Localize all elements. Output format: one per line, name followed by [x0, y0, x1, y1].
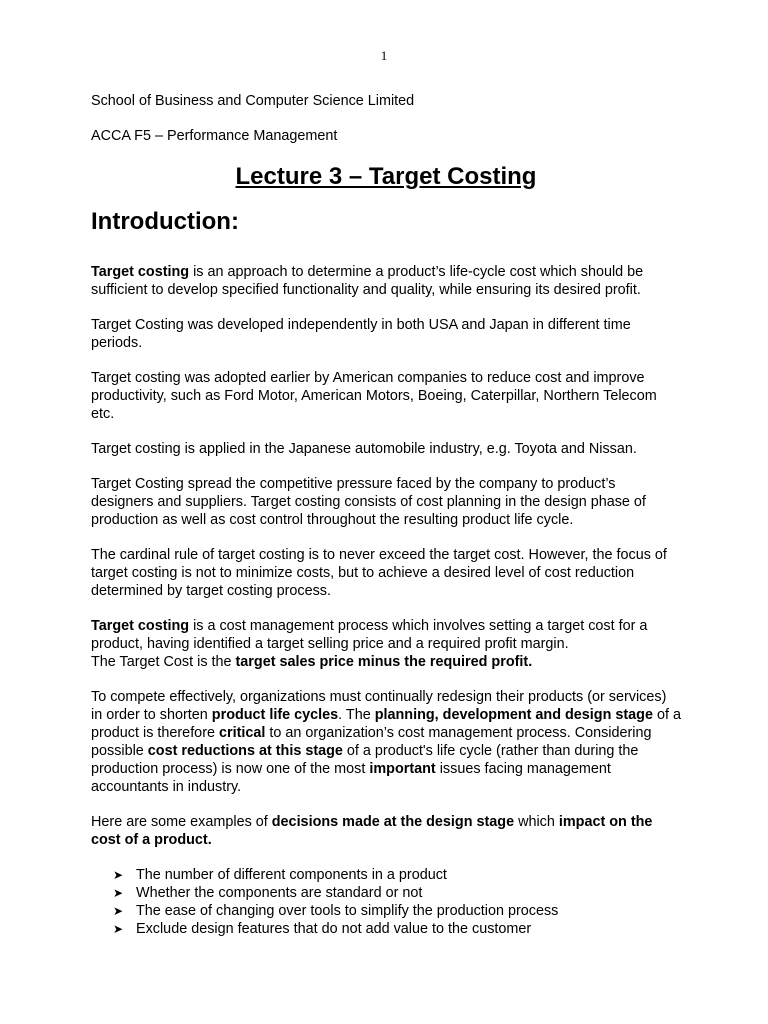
paragraph-definition — [91, 263, 681, 299]
list-item — [113, 902, 681, 920]
bold-term: Target costing — [91, 618, 190, 634]
page-number: 1 — [380, 48, 388, 63]
paragraph-competitive-pressure: Target Costing spread the competitive pressure faced by the company to product’s designers and suppliers. Target costing consists of cost planning in the design phase of production as well as cost control throughout the resulting product life cycle. — [91, 476, 646, 528]
arrowhead-bullet-icon: ➤ — [113, 886, 124, 900]
bold-phrase: important — [369, 761, 436, 777]
paragraph-text: of a product's life cycle (rather than during the production process) is now one of the most — [91, 743, 639, 777]
bold-phrase: planning, development and design stage — [374, 707, 653, 723]
list-item — [113, 866, 681, 884]
paragraph-design-decisions — [91, 813, 681, 849]
bold-term: Target costing — [91, 264, 190, 280]
list-item — [113, 884, 681, 902]
list-item-text: Exclude design features that do not add value to the customer — [136, 921, 532, 937]
paragraph-text: To compete effectively, organizations must continually redesign their products (or services) in order to shorten — [91, 689, 667, 723]
paragraph-text: The Target Cost is the — [91, 654, 236, 670]
lecture-title: Lecture 3 – Target Costing — [235, 163, 537, 190]
bold-phrase: product life cycles — [211, 707, 339, 723]
school-name: School of Business and Computer Science Limited — [91, 93, 415, 109]
bold-phrase: impact on the cost of a product. — [91, 814, 653, 848]
list-item-text: The ease of changing over tools to simplify the production process — [136, 903, 559, 919]
list-item-text: The number of different components in a product — [136, 867, 447, 883]
paragraph-japanese-use: Target costing is applied in the Japanese automobile industry, e.g. Toyota and Nissan. — [91, 441, 637, 457]
bold-phrase: cost reductions at this stage — [147, 743, 343, 759]
paragraph-compete-effectively — [91, 688, 681, 796]
paragraph-cost-management — [91, 617, 681, 671]
paragraph-text: Here are some examples of — [91, 814, 272, 830]
design-decisions-list — [91, 866, 681, 938]
bold-phrase: decisions made at the design stage — [271, 814, 515, 830]
course-name: ACCA F5 – Performance Management — [91, 128, 338, 144]
paragraph-text: of a product is therefore — [91, 707, 681, 741]
list-item-text: Whether the components are standard or not — [136, 885, 423, 901]
arrowhead-bullet-icon: ➤ — [113, 868, 124, 882]
bold-phrase: target sales price minus the required profit. — [235, 654, 533, 670]
arrowhead-bullet-icon: ➤ — [113, 904, 124, 918]
paragraph-american-adoption: Target costing was adopted earlier by American companies to reduce cost and improve productivity, such as Ford Motor, American Motors, Boeing, Caterpillar, Northern Telecom etc. — [91, 370, 657, 422]
paragraph-text: issues facing management accountants in industry. — [91, 761, 611, 795]
document-body — [91, 92, 681, 938]
paragraph-text: which — [514, 814, 559, 830]
list-item — [113, 920, 681, 938]
paragraph-cardinal-rule: The cardinal rule of target costing is to never exceed the target cost. However, the focus of target costing is not to minimize costs, but to achieve a desired level of cost reduction determined by target costing process. — [91, 547, 667, 599]
paragraph-text: to an organization’s cost management process. Considering possible — [91, 725, 652, 759]
paragraph-history: Target Costing was developed independently in both USA and Japan in different time periods. — [91, 317, 631, 351]
section-heading: Introduction: — [91, 208, 239, 235]
bold-phrase: critical — [218, 725, 266, 741]
arrowhead-bullet-icon: ➤ — [113, 922, 124, 936]
paragraph-text: is a cost management process which involves setting a target cost for a product, having identified a target selling price and a required profit margin. — [91, 618, 648, 652]
paragraph-text: . The — [338, 707, 375, 723]
paragraph-text: is an approach to determine a product’s life-cycle cost which should be sufficient to develop specified functionality and quality, while ensuring its desired profit. — [91, 264, 644, 298]
